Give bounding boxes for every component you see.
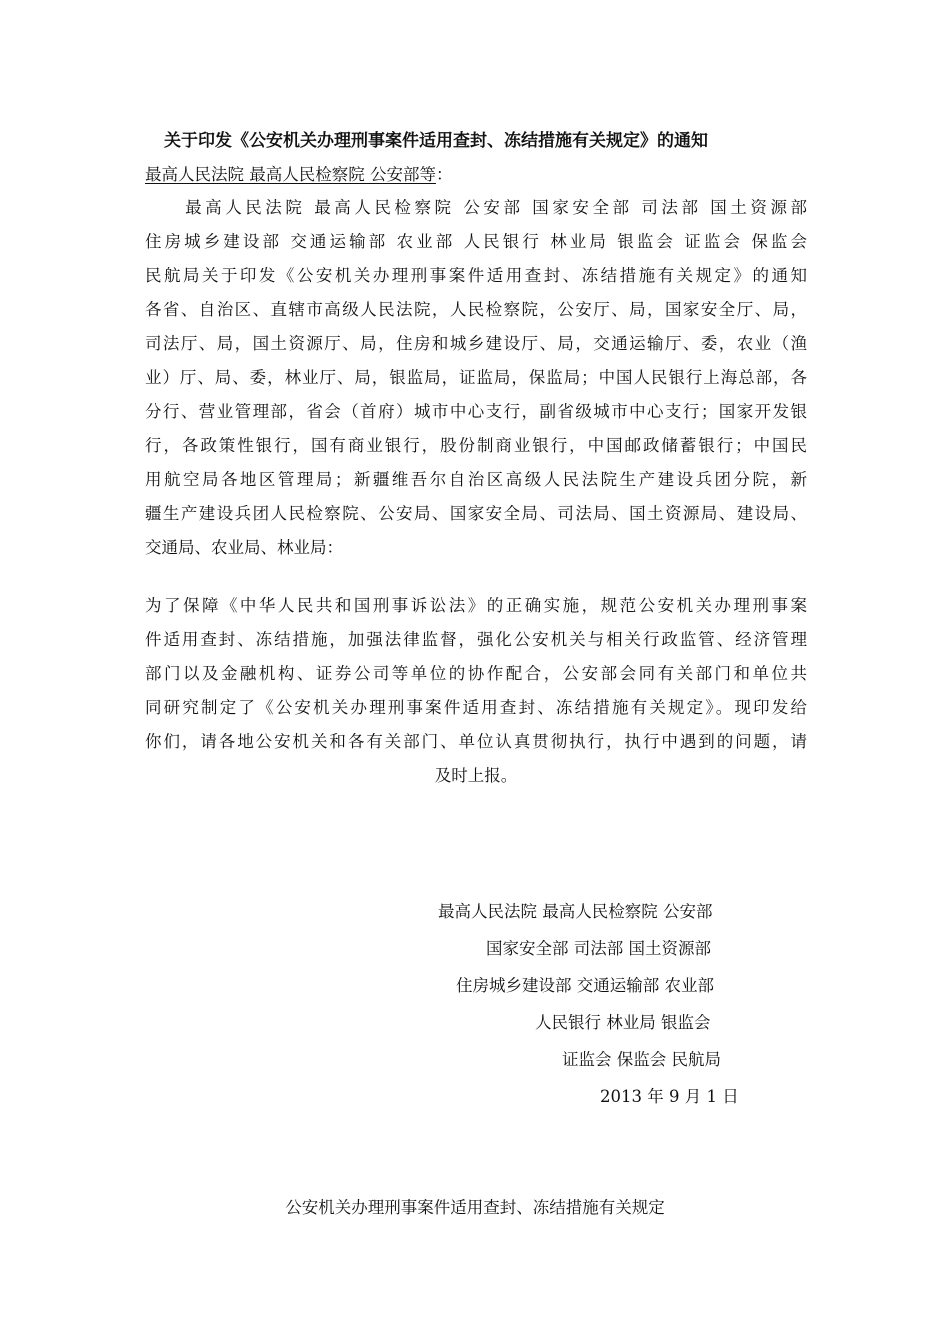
paragraph-line: 用航空局各地区管理局；新疆维吾尔自治区高级人民法院生产建设兵团分院，新: [145, 470, 807, 489]
paragraph-line: 件适用查封、冻结措施，加强法律监督，强化公安机关与相关行政监管、经济管理: [145, 630, 807, 649]
notice-paragraph-2: [145, 589, 807, 759]
signature-line: 证监会 保监会 民航局: [562, 1050, 721, 1069]
regulation-title: 公安机关办理刑事案件适用查封、冻结措施有关规定: [285, 1198, 665, 1217]
paragraph-line: 住房城乡建设部 交通运输部 农业部 人民银行 林业局 银监会 证监会 保监会: [145, 232, 807, 251]
recipient-colon: ：: [436, 165, 453, 184]
paragraph-line: 司法厅、局，国土资源厅、局，住房和城乡建设厅、局，交通运输厅、委，农业（渔: [145, 334, 807, 353]
paragraph-line: 最高人民法院 最高人民检察院 公安部 国家安全部 司法部 国土资源部: [145, 198, 807, 217]
signature-line: 国家安全部 司法部 国土资源部: [486, 939, 711, 958]
signature-date: 2013 年 9 月 1 日: [600, 1087, 739, 1106]
recipient-underlined: 最高人民法院 最高人民检察院 公安部等: [145, 165, 436, 184]
paragraph-line: 业）厅、局、委，林业厅、局，银监局，证监局，保监局；中国人民银行上海总部，各: [145, 368, 807, 387]
signature-line: 最高人民法院 最高人民检察院 公安部: [438, 902, 713, 921]
paragraph-line: 你们，请各地公安机关和各有关部门、单位认真贯彻执行，执行中遇到的问题，请: [145, 732, 807, 751]
paragraph-line: 交通局、农业局、林业局：: [145, 538, 343, 557]
paragraph-line: 分行、营业管理部，省会（首府）城市中心支行，副省级城市中心支行；国家开发银: [145, 402, 807, 421]
paragraph-line: 部门以及金融机构、证券公司等单位的协作配合，公安部会同有关部门和单位共: [145, 664, 807, 683]
paragraph-line: 行，各政策性银行，国有商业银行，股份制商业银行，中国邮政储蓄银行；中国民: [145, 436, 807, 455]
notice-paragraph-1: [145, 191, 807, 565]
paragraph-line: 为了保障《中华人民共和国刑事诉讼法》的正确实施，规范公安机关办理刑事案: [145, 596, 807, 615]
signature-line: 人民银行 林业局 银监会: [535, 1013, 711, 1032]
paragraph-line: 各省、自治区、直辖市高级人民法院，人民检察院，公安厅、局，国家安全厅、局，: [145, 300, 807, 319]
closing-text: 及时上报。: [434, 766, 518, 785]
closing-line: [145, 759, 807, 793]
paragraph-line: 民航局关于印发《公安机关办理刑事案件适用查封、冻结措施有关规定》的通知: [145, 266, 807, 285]
recipient-line: [145, 161, 453, 185]
paragraph-line: 同研究制定了《公安机关办理刑事案件适用查封、冻结措施有关规定》。现印发给: [145, 698, 807, 717]
document-title: 关于印发《公安机关办理刑事案件适用查封、冻结措施有关规定》的通知: [164, 131, 708, 151]
signature-line: 住房城乡建设部 交通运输部 农业部: [456, 976, 714, 995]
paragraph-line: 疆生产建设兵团人民检察院、公安局、国家安全局、司法局、国土资源局、建设局、: [145, 504, 807, 523]
